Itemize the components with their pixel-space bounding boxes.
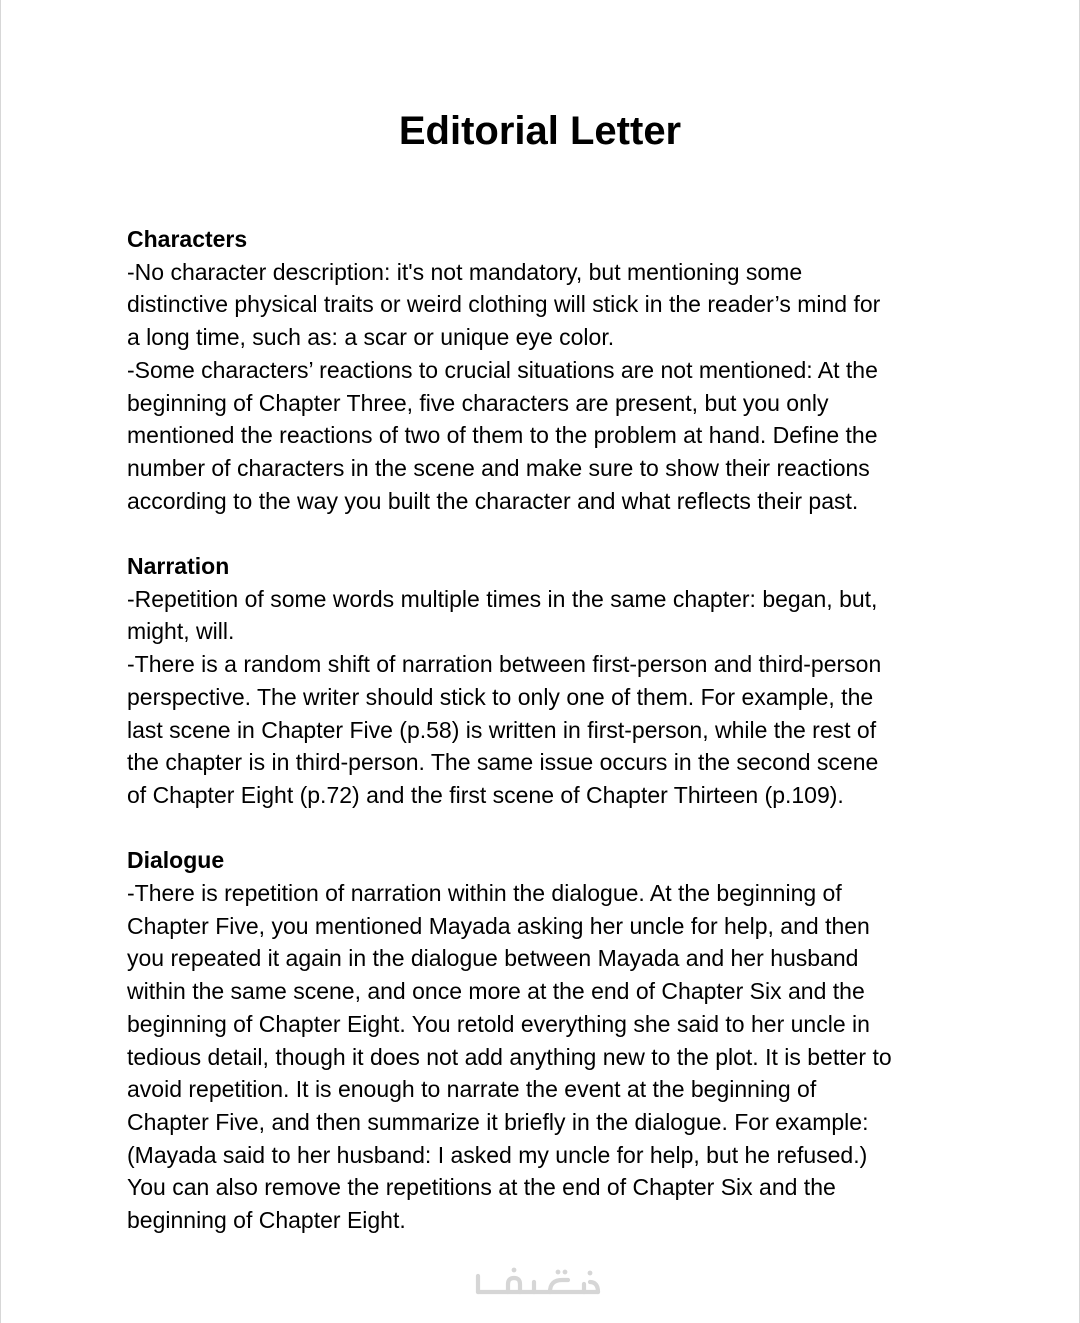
page-edge-left [0,0,1,1323]
body-text-line: You can also remove the repetitions at the end of Chapter Six and the [127,1174,836,1201]
section-heading: Dialogue [127,847,225,874]
body-text-line: Chapter Five, you mentioned Mayada asking her uncle for help, and then [127,912,870,939]
section-heading: Narration [127,553,230,580]
section-heading: Characters [127,226,248,252]
body-text-line: of Chapter Eight (p.72) and the first scene of Chapter Thirteen (p.109). [127,781,844,808]
body-text-line: -There is repetition of narration within the dialogue. At the beginning of [127,880,842,907]
body-text-line: distinctive physical traits or weird clothing will stick in the reader’s mind for [127,291,881,318]
body-text-line: Chapter Five, and then summarize it briefly in the dialogue. For example: [127,1108,869,1135]
body-text-line: -No character description: it's not mandatory, but mentioning some [127,258,803,285]
section-narration [127,550,957,812]
body-text-line: you repeated it again in the dialogue between Mayada and her husband [127,945,859,972]
body-text-line: the chapter is in third-person. The same issue occurs in the second scene [127,749,879,776]
body-text-line: beginning of Chapter Three, five characters are present, but you only [127,389,829,416]
section-characters [127,223,957,517]
body-text-line: mentioned the reactions of two of them to the problem at hand. Define the [127,422,878,449]
body-text-line: a long time, such as: a scar or unique eye color. [127,324,615,351]
body-text-line: avoid repetition. It is enough to narrate the event at the beginning of [127,1076,817,1103]
body-text-line: tedious detail, though it does not add anything new to the plot. It is better to [127,1043,892,1070]
body-text-line: according to the way you built the character and what reflects their past. [127,487,859,514]
body-text-line: within the same scene, and once more at the end of Chapter Six and the [127,978,865,1005]
body-text-line: beginning of Chapter Eight. You retold everything she said to her uncle in [127,1010,870,1037]
body-text-line: beginning of Chapter Eight. [127,1207,406,1234]
document-body [127,223,957,1269]
khamsat-watermark-logo [472,1262,608,1302]
body-text-line: might, will. [127,618,235,645]
body-text-line: perspective. The writer should stick to only one of them. For example, the [127,683,874,710]
body-text-line: (Mayada said to her husband: I asked my uncle for help, but he refused.) [127,1141,868,1168]
section-dialogue [127,844,957,1236]
body-text-line: number of characters in the scene and make sure to show their reactions [127,454,870,481]
body-text-line: -Some characters’ reactions to crucial situations are not mentioned: At the [127,356,878,383]
body-text-line: -Repetition of some words multiple times in the same chapter: began, but, [127,585,878,612]
body-text-line: -There is a random shift of narration between first-person and third-person [127,651,882,678]
document-title: Editorial Letter [398,109,682,153]
body-text-line: last scene in Chapter Five (p.58) is written in first-person, while the rest of [127,716,877,743]
